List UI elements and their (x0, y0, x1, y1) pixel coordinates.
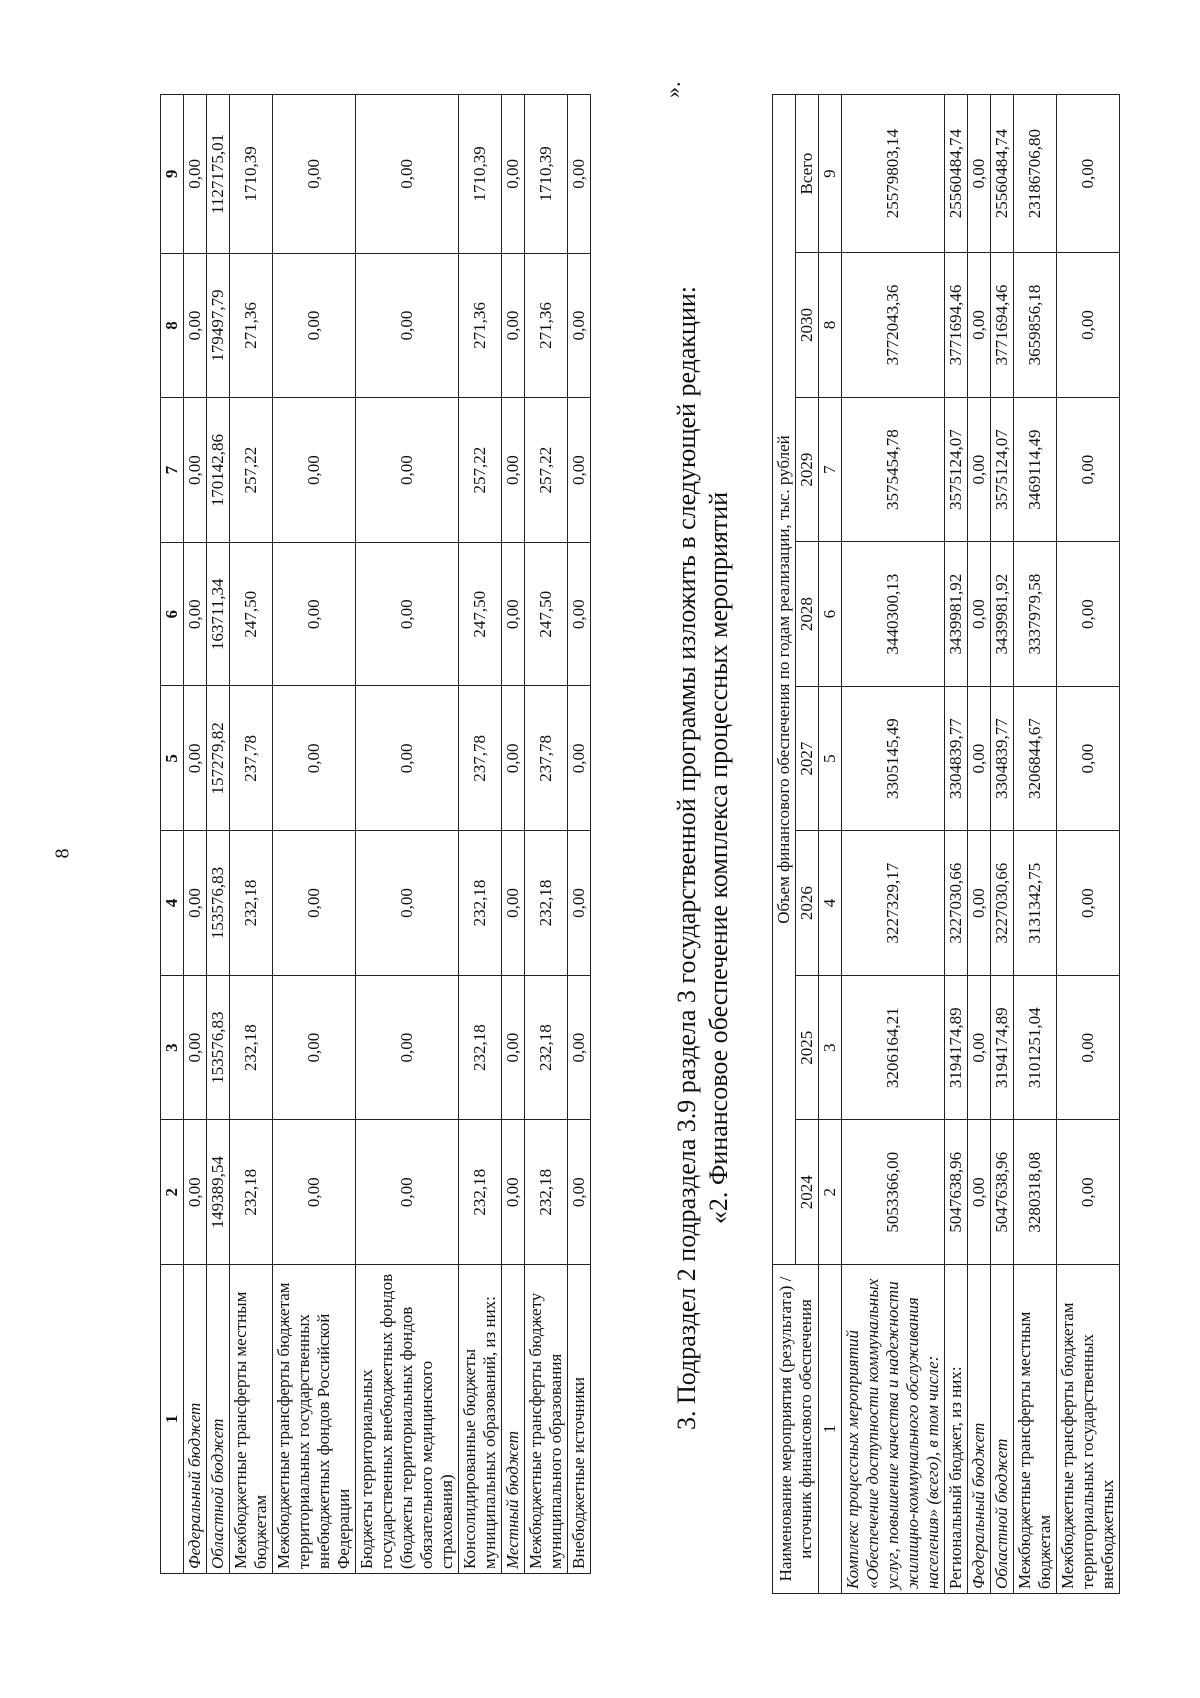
value-cell: 0,00 (356, 95, 459, 254)
column-number-header: 8 (819, 253, 842, 398)
column-number-header: 9 (819, 95, 842, 253)
table-row (945, 95, 968, 1594)
value-cell: 3227329,17 (842, 831, 945, 976)
value-cell: 0,00 (273, 686, 356, 831)
value-cell: 0,00 (568, 398, 591, 543)
section-heading: 3. Подраздел 2 подраздела 3.9 раздела 3 государственной программы изложить в следующей редакции: (672, 285, 701, 1431)
value-cell: 0,00 (356, 542, 459, 686)
year-header: Всего (796, 95, 819, 253)
value-cell: 0,00 (356, 1120, 459, 1265)
row-label: Федеральный бюджет (184, 1265, 207, 1574)
value-cell: 271,36 (230, 253, 273, 398)
value-cell: 0,00 (184, 542, 207, 686)
value-cell: 0,00 (568, 831, 591, 976)
value-cell: 0,00 (1057, 1120, 1120, 1265)
closing-quote: ». (660, 81, 685, 98)
value-cell: 149389,54 (207, 1120, 230, 1265)
value-cell: 0,00 (568, 1120, 591, 1265)
row-label: Бюджеты территориальных государственных внебюджетных фондов (бюджеты территориальных фондов обязательного медицинского страхования) (356, 1265, 459, 1574)
value-cell: 0,00 (1057, 686, 1120, 831)
year-header: 2026 (796, 831, 819, 976)
value-cell: 0,00 (502, 831, 525, 976)
column-number-header: 2 (819, 1120, 842, 1265)
table-row (568, 95, 591, 1574)
value-cell: 3227030,66 (991, 831, 1014, 976)
value-cell: 25560484,74 (991, 95, 1014, 253)
value-cell: 247,50 (459, 542, 502, 686)
value-cell: 0,00 (968, 686, 991, 831)
table-row (502, 95, 525, 1574)
value-cell: 3771694,46 (945, 253, 968, 398)
value-cell: 257,22 (459, 398, 502, 543)
value-cell: 232,18 (230, 1120, 273, 1265)
value-cell: 3194174,89 (991, 975, 1014, 1120)
value-cell: 232,18 (459, 831, 502, 976)
column-number-header: 7 (161, 398, 184, 543)
row-label: Региональный бюджет, из них: (945, 1265, 968, 1594)
value-cell: 3227030,66 (945, 831, 968, 976)
name-column-header: Наименование мероприятия (результата) / источник финансового обеспечения (773, 1265, 819, 1594)
value-cell: 0,00 (968, 542, 991, 687)
value-cell: 0,00 (568, 975, 591, 1120)
value-cell: 0,00 (568, 95, 591, 254)
column-number-header: 3 (819, 975, 842, 1120)
table-row (1057, 95, 1120, 1594)
value-cell: 0,00 (1057, 95, 1120, 253)
value-cell: 0,00 (502, 975, 525, 1120)
row-label: Межбюджетные трансферты местным бюджетам (1014, 1265, 1057, 1594)
value-cell: 0,00 (968, 1120, 991, 1265)
value-cell: 0,00 (568, 686, 591, 831)
table-row (968, 95, 991, 1594)
value-cell: 1710,39 (525, 95, 568, 254)
row-label: Областной бюджет (207, 1265, 230, 1574)
value-cell: 0,00 (356, 398, 459, 543)
value-cell: 0,00 (502, 398, 525, 543)
value-cell: 0,00 (1057, 975, 1120, 1120)
value-cell: 0,00 (184, 253, 207, 398)
value-cell: 3194174,89 (945, 975, 968, 1120)
year-header: 2024 (796, 1120, 819, 1265)
value-cell: 3305145,49 (842, 686, 945, 831)
value-cell: 0,00 (356, 686, 459, 831)
value-cell: 0,00 (184, 975, 207, 1120)
value-cell: 3206164,21 (842, 975, 945, 1120)
table-row (230, 95, 273, 1574)
value-cell: 179497,79 (207, 253, 230, 398)
volume-header: Объем финансового обеспечения по годам реализации, тыс. рублей (773, 95, 796, 1265)
value-cell: 232,18 (459, 975, 502, 1120)
column-number-header: 8 (161, 253, 184, 398)
value-cell: 232,18 (525, 1120, 568, 1265)
table-row (356, 95, 459, 1574)
row-label: Консолидированные бюджеты муниципальных образований, из них: (459, 1265, 502, 1574)
column-number-header: 9 (161, 95, 184, 254)
value-cell: 0,00 (1057, 831, 1120, 976)
value-cell: 271,36 (459, 253, 502, 398)
value-cell: 157279,82 (207, 686, 230, 831)
value-cell: 237,78 (525, 686, 568, 831)
value-cell: 247,50 (230, 542, 273, 686)
value-cell: 0,00 (184, 831, 207, 976)
value-cell: 3575124,07 (991, 397, 1014, 542)
table-row (525, 95, 568, 1574)
value-cell: 170142,86 (207, 398, 230, 543)
value-cell: 257,22 (230, 398, 273, 543)
value-cell: 232,18 (230, 831, 273, 976)
row-label: Внебюджетные источники (568, 1265, 591, 1574)
table-row (273, 95, 356, 1574)
table-row (1014, 95, 1057, 1594)
row-label: Федеральный бюджет (968, 1265, 991, 1594)
page-number: 8 (51, 848, 74, 859)
value-cell: 5047638,96 (945, 1120, 968, 1265)
value-cell: 0,00 (968, 975, 991, 1120)
value-cell: 163711,34 (207, 542, 230, 686)
value-cell: 237,78 (230, 686, 273, 831)
value-cell: 0,00 (502, 686, 525, 831)
value-cell: 25579803,14 (842, 95, 945, 253)
value-cell: 1710,39 (230, 95, 273, 254)
value-cell: 5053366,00 (842, 1120, 945, 1265)
value-cell: 232,18 (230, 975, 273, 1120)
process-measures-funding-table (772, 94, 1120, 1594)
value-cell: 0,00 (356, 253, 459, 398)
table-row (207, 95, 230, 1574)
column-number-header: 2 (161, 1120, 184, 1265)
value-cell: 3439981,92 (945, 542, 968, 687)
value-cell: 3771694,46 (991, 253, 1014, 398)
value-cell: 0,00 (273, 831, 356, 976)
table2-body (842, 95, 1120, 1594)
row-label: Межбюджетные трансферты бюджетам территориальных государственных внебюджетных фондов Российской Федерации (273, 1265, 356, 1574)
value-cell: 0,00 (1057, 397, 1120, 542)
column-number-header: 5 (161, 686, 184, 831)
column-number-header: 7 (819, 397, 842, 542)
value-cell: 0,00 (968, 397, 991, 542)
value-cell: 0,00 (184, 686, 207, 831)
value-cell: 23186706,80 (1014, 95, 1057, 253)
value-cell: 3659856,18 (1014, 253, 1057, 398)
value-cell: 5047638,96 (991, 1120, 1014, 1265)
value-cell: 3206844,67 (1014, 686, 1057, 831)
table-row (842, 95, 945, 1594)
value-cell: 0,00 (502, 95, 525, 254)
value-cell: 0,00 (273, 95, 356, 254)
row-label: Комплекс процессных мероприятий «Обеспечение доступности коммунальных услуг, повышение качества и надежности жилищно-коммунального обслуживания населения» (всего), в том числе: (842, 1265, 945, 1594)
value-cell: 0,00 (273, 398, 356, 543)
value-cell: 0,00 (1057, 253, 1120, 398)
value-cell: 3304839,77 (991, 686, 1014, 831)
year-header: 2028 (796, 542, 819, 687)
value-cell: 3469114,49 (1014, 397, 1057, 542)
value-cell: 0,00 (184, 398, 207, 543)
value-cell: 153576,83 (207, 831, 230, 976)
column-number-header: 1 (161, 1265, 184, 1574)
value-cell: 3337979,58 (1014, 542, 1057, 687)
value-cell: 1710,39 (459, 95, 502, 254)
column-number-header: 6 (819, 542, 842, 687)
value-cell: 257,22 (525, 398, 568, 543)
table-row (991, 95, 1014, 1594)
value-cell: 271,36 (525, 253, 568, 398)
table-row (459, 95, 502, 1574)
subsection-heading: «2. Финансовое обеспечение комплекса процессных мероприятий (704, 491, 733, 1225)
table2-header-row (773, 95, 796, 1594)
value-cell: 3280318,08 (1014, 1120, 1057, 1265)
row-label: Межбюджетные трансферты бюджетам территориальных государственных внебюджетных (1057, 1265, 1120, 1594)
value-cell: 232,18 (525, 831, 568, 976)
value-cell: 247,50 (525, 542, 568, 686)
table1-body (184, 95, 591, 1574)
value-cell: 0,00 (184, 95, 207, 254)
value-cell: 3131342,75 (1014, 831, 1057, 976)
value-cell: 0,00 (502, 1120, 525, 1265)
column-number-header: 4 (819, 831, 842, 976)
value-cell: 3575124,07 (945, 397, 968, 542)
value-cell: 0,00 (502, 253, 525, 398)
value-cell: 3440300,13 (842, 542, 945, 687)
value-cell: 237,78 (459, 686, 502, 831)
value-cell: 0,00 (1057, 542, 1120, 687)
column-number-header: 3 (161, 975, 184, 1120)
value-cell: 3575454,78 (842, 397, 945, 542)
column-number-header: 1 (819, 1265, 842, 1594)
row-label: Областной бюджет (991, 1265, 1014, 1594)
funding-table-continued (160, 94, 591, 1574)
value-cell: 0,00 (968, 831, 991, 976)
value-cell: 0,00 (502, 542, 525, 686)
year-header: 2025 (796, 975, 819, 1120)
row-label: Межбюджетные трансферты бюджету муниципального образования (525, 1265, 568, 1574)
value-cell: 153576,83 (207, 975, 230, 1120)
value-cell: 25560484,74 (945, 95, 968, 253)
value-cell: 3439981,92 (991, 542, 1014, 687)
value-cell: 0,00 (968, 95, 991, 253)
value-cell: 0,00 (356, 831, 459, 976)
value-cell: 0,00 (568, 542, 591, 686)
value-cell: 232,18 (525, 975, 568, 1120)
year-header: 2027 (796, 686, 819, 831)
year-header: 2030 (796, 253, 819, 398)
year-header: 2029 (796, 397, 819, 542)
column-number-header: 4 (161, 831, 184, 976)
row-label: Межбюджетные трансферты местным бюджетам (230, 1265, 273, 1574)
value-cell: 3304839,77 (945, 686, 968, 831)
column-number-header: 5 (819, 686, 842, 831)
value-cell: 3772043,36 (842, 253, 945, 398)
value-cell: 3101251,04 (1014, 975, 1057, 1120)
value-cell: 0,00 (273, 975, 356, 1120)
value-cell: 232,18 (459, 1120, 502, 1265)
value-cell: 0,00 (356, 975, 459, 1120)
row-label: Местный бюджет (502, 1265, 525, 1574)
value-cell: 0,00 (184, 1120, 207, 1265)
value-cell: 0,00 (968, 253, 991, 398)
table1-header-row (161, 95, 184, 1574)
value-cell: 0,00 (273, 1120, 356, 1265)
value-cell: 1127175,01 (207, 95, 230, 254)
column-numbers-row (819, 95, 842, 1594)
column-number-header: 6 (161, 542, 184, 686)
value-cell: 0,00 (568, 253, 591, 398)
table-row (184, 95, 207, 1574)
value-cell: 0,00 (273, 542, 356, 686)
value-cell: 0,00 (273, 253, 356, 398)
